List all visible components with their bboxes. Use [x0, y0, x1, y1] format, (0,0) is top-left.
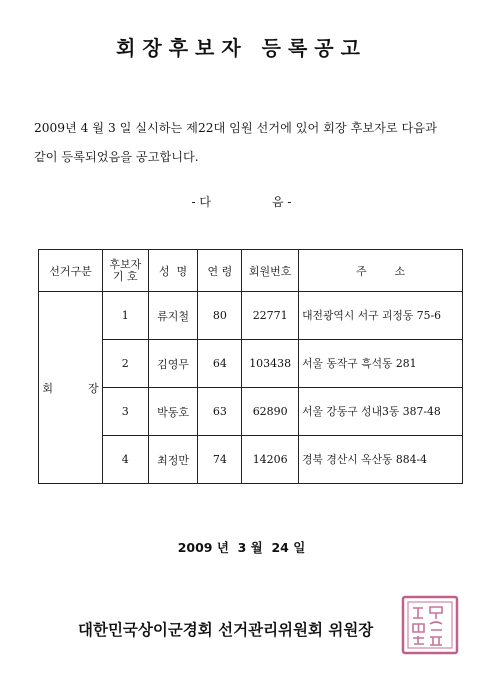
- candidate-table: [38, 249, 463, 484]
- division-cell: 회 장: [39, 292, 103, 484]
- name-cell: 최정만: [148, 436, 198, 484]
- intro-line-2: 같이 등록되었음을 공고합니다.: [34, 150, 199, 164]
- table-row: [39, 388, 463, 436]
- name-cell: 김영무: [148, 340, 198, 388]
- age-cell: 80: [198, 292, 242, 340]
- intro-line-1: 2009년 4 월 3 일 실시하는 제22대 임원 선거에 있어 회장 후보자로 다음과: [34, 121, 437, 135]
- address-cell: 서울 동작구 흑석동 281: [299, 340, 463, 388]
- header-candidate-no: [102, 250, 148, 292]
- table-row: [39, 292, 463, 340]
- intro-paragraph: [34, 114, 464, 172]
- member-no-cell: 22771: [242, 292, 299, 340]
- table-row: [39, 436, 463, 484]
- address-cell: 경북 경산시 옥산동 884-4: [299, 436, 463, 484]
- address-cell: 대전광역시 서구 괴정동 75-6: [299, 292, 463, 340]
- member-no-cell: 62890: [242, 388, 299, 436]
- header-division: 선거구분: [39, 250, 103, 292]
- header-name: 성 명: [148, 250, 198, 292]
- header-candidate-no-line1: 후보자: [109, 257, 142, 271]
- member-no-cell: 14206: [242, 436, 299, 484]
- announcement-date: 2009 년 3 월 24 일: [177, 540, 306, 555]
- signer-line: 대한민국상이군경회 선거관리위원회 위원장: [78, 621, 374, 639]
- official-seal-stamp: [400, 594, 460, 656]
- section-separator: - 다 음 -: [191, 195, 292, 209]
- age-cell: 64: [198, 340, 242, 388]
- address-cell: 서울 강동구 성내3동 387-48: [299, 388, 463, 436]
- member-no-cell: 103438: [242, 340, 299, 388]
- age-cell: 74: [198, 436, 242, 484]
- header-member-no: 회원번호: [242, 250, 299, 292]
- age-cell: 63: [198, 388, 242, 436]
- header-candidate-no-line2: 기 호: [112, 269, 138, 283]
- header-age: 연 령: [198, 250, 242, 292]
- name-cell: 박동호: [148, 388, 198, 436]
- name-cell: 류지철: [148, 292, 198, 340]
- candidate-no-cell: 2: [102, 340, 148, 388]
- candidate-no-cell: 1: [102, 292, 148, 340]
- table-row: [39, 340, 463, 388]
- page-title: 회장후보자 등록공고: [116, 36, 367, 60]
- candidate-no-cell: 4: [102, 436, 148, 484]
- table-header-row: [39, 250, 463, 292]
- header-address: 주 소: [299, 250, 463, 292]
- candidate-no-cell: 3: [102, 388, 148, 436]
